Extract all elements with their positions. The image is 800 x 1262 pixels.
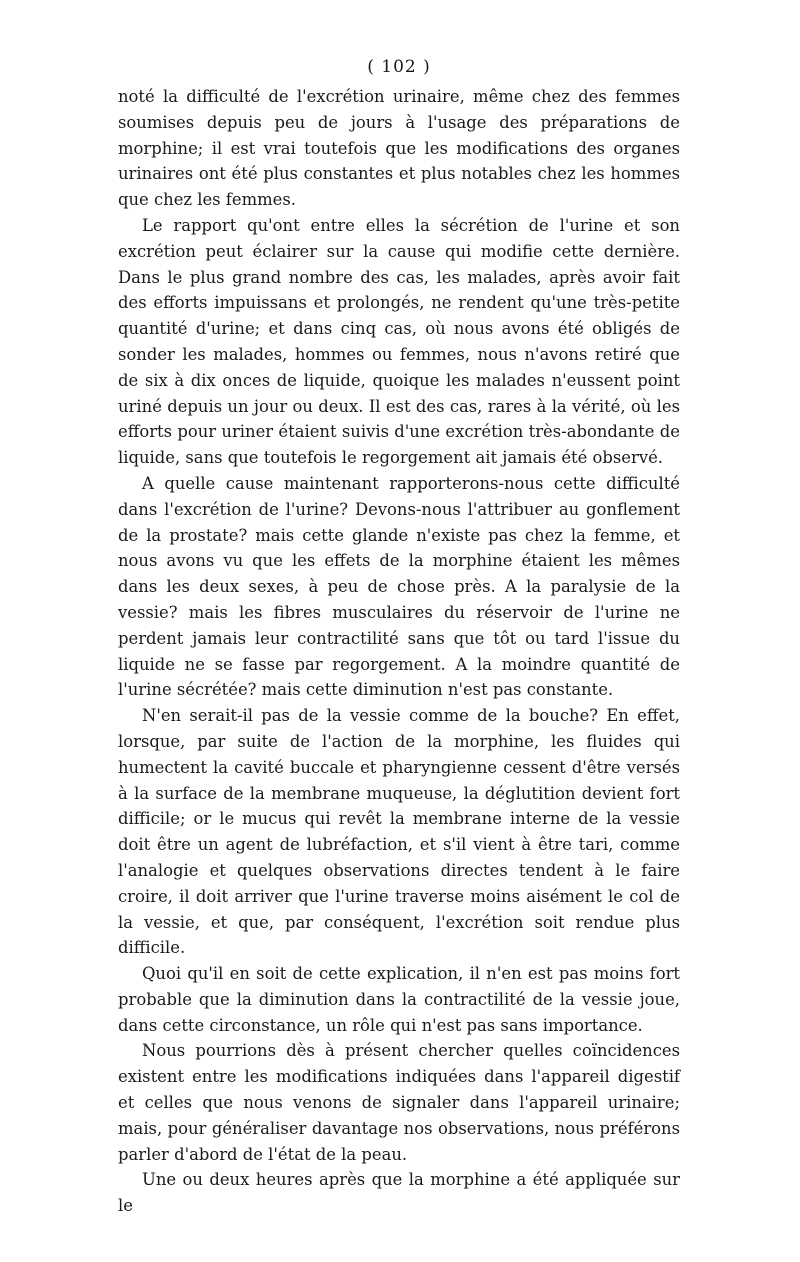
paragraph-1: noté la difficulté de l'excrétion urinaire, même chez des femmes soumises depuis peu de jours à l'usage des préparations de morphine; il est vrai toutefois que les modifications des organes urinaires ont été plus constantes et plus notables chez les hommes que chez les femmes.	[118, 87, 680, 210]
paragraph-3: A quelle cause maintenant rapporterons-nous cette difficulté dans l'excrétion de l'urine? Devons-nous l'attribuer au gonflement de la prostate? mais cette glande n'existe pas chez la femme, et nous avons vu que les effets de la morphine étaient les mêmes dans les deux sexes, à peu de chose près. A la paralysie de la vessie? mais les fibres musculaires du réservoir de l'urine ne perdent jamais leur contractilité sans que tôt ou tard l'issue du liquide ne se fasse par regorgement. A la moindre quantité de l'urine sécrétée? mais cette diminution n'est pas constante.	[118, 473, 680, 700]
book-page	[118, 56, 680, 1219]
paragraph-5: Quoi qu'il en soit de cette explication, il n'en est pas moins fort probable que la diminution dans la contractilité de la vessie joue, dans cette circonstance, un rôle qui n'est pas sans importance.	[118, 964, 680, 1035]
paragraph-6: Nous pourrions dès à présent chercher quelles coïncidences existent entre les modifications indiquées dans l'appareil digestif et celles que nous venons de signaler dans l'appareil urinaire; mais, pour généraliser davantage nos observations, nous préférons parler d'abord de l'état de la peau.	[118, 1041, 680, 1164]
paragraph-4: N'en serait-il pas de la vessie comme de la bouche? En effet, lorsque, par suite de l'action de la morphine, les fluides qui humectent la cavité buccale et pharyngienne cessent d'être versés à la surface de la membrane muqueuse, la déglutition devient fort difficile; or le mucus qui revêt la membrane interne de la vessie doit être un agent de lubréfaction, et s'il vient à être tari, comme l'analogie et quelques observations directes tendent à le faire croire, il doit arriver que l'urine traverse moins aisément le col de la vessie, et que, par conséquent, l'excrétion soit rendue plus difficile.	[118, 706, 680, 958]
paragraph-2: Le rapport qu'ont entre elles la sécrétion de l'urine et son excrétion peut éclairer sur la cause qui modifie cette dernière. Dans le plus grand nombre des cas, les malades, après avoir fait des efforts impuissans et prolongés, ne rendent qu'une très-petite quantité d'urine; et dans cinq cas, où nous avons été obligés de sonder les malades, hommes ou femmes, nous n'avons retiré que de six à dix onces de liquide, quoique les malades n'eussent point uriné depuis un jour ou deux. Il est des cas, rares à la vérité, où les efforts pour uriner étaient suivis d'une excrétion très-abondante de liquide, sans que toutefois le regorgement ait jamais été observé.	[118, 215, 680, 468]
paragraph-7: Une ou deux heures après que la morphine a été appliquée sur le	[118, 1170, 680, 1216]
page-number: ( 102 )	[367, 57, 431, 77]
